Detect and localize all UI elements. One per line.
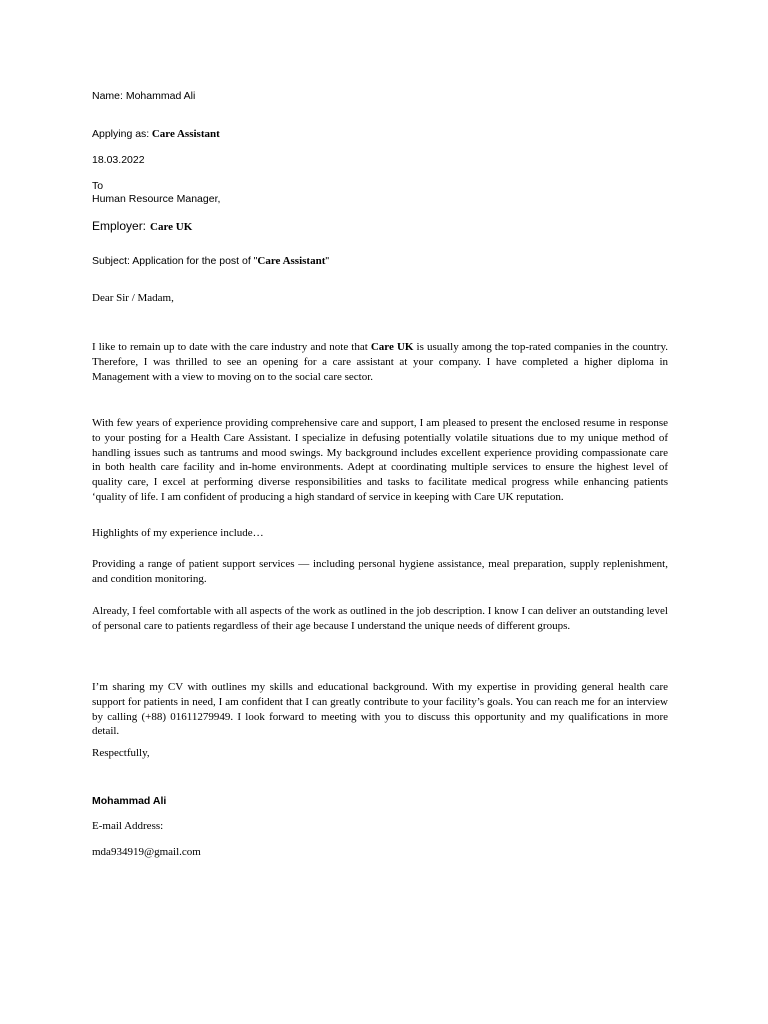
signature-name: Mohammad Ali	[92, 795, 167, 807]
subject-line	[92, 255, 329, 267]
applying-as-label: Applying as:	[92, 128, 150, 140]
employer-label: Employer:	[92, 219, 147, 233]
employer-line	[92, 217, 192, 235]
paragraph-comfort: Already, I feel comfortable with all aspects of the work as outlined in the job description. I know I can deliver an outstanding level of personal care to patients regardless of their age because I understand the unique needs of different groups.	[92, 605, 668, 632]
intro-company: Care UK	[370, 341, 414, 353]
salutation: Dear Sir / Madam,	[92, 292, 174, 304]
employer-value: Care UK	[150, 221, 193, 233]
paragraph-services: Providing a range of patient support services — including personal hygiene assistance, meal preparation, supply replenishment, and condition monitoring.	[92, 558, 668, 585]
date: 18.03.2022	[92, 154, 145, 166]
highlights-heading: Highlights of my experience include…	[92, 527, 264, 539]
to-line: To	[92, 180, 104, 192]
paragraph-cv: I’m sharing my CV with outlines my skills and educational background. With my expertise in providing general health care support for patients in need, I am confident that I can greatly contribute to your facility’s goals. You can reach me for an interview by calling (+88) 01611279949. I look forward to meeting with you to discuss this opportunity and my qualifications in more detail.	[92, 681, 668, 738]
recipient: Human Resource Manager,	[92, 193, 221, 205]
applying-as-value: Care Assistant	[151, 128, 220, 140]
email-label: E-mail Address:	[92, 820, 164, 832]
intro-text-after: is usually among the top-rated companies in the country. Therefore, I was thrilled to see an opening for a care assistant at your company. I have completed a higher diploma in Management with a view to moving on to the social care sector.	[92, 341, 668, 383]
applying-as-line	[92, 128, 220, 140]
subject-suffix: "	[325, 255, 330, 267]
valediction: Respectfully,	[92, 747, 150, 759]
subject-position: Care Assistant	[257, 255, 326, 267]
paragraph-experience: With few years of experience providing comprehensive care and support, I am pleased to present the enclosed resume in response to your posting for a Health Care Assistant. I specialize in defusing potentially volatile situations due to my unique method of handling issues such as tantrums and mood swings. My background includes excellent experience providing compassionate care in both health care facility and in-home environments. Adept at coordinating multiple services to ensure the highest level of quality care, I excel at performing diverse responsibilities and tasks to facilitate medical progress while enhancing patients ‘quality of life. I am confident of producing a high standard of service in keeping with Care UK reputation.	[92, 417, 668, 503]
email-address: mda934919@gmail.com	[92, 846, 201, 858]
intro-text-before: I like to remain up to date with the care industry and note that	[92, 341, 371, 353]
paragraph-intro	[92, 340, 668, 384]
subject-prefix: Subject: Application for the post of "	[92, 255, 258, 267]
name-line: Name: Mohammad Ali	[92, 90, 196, 102]
